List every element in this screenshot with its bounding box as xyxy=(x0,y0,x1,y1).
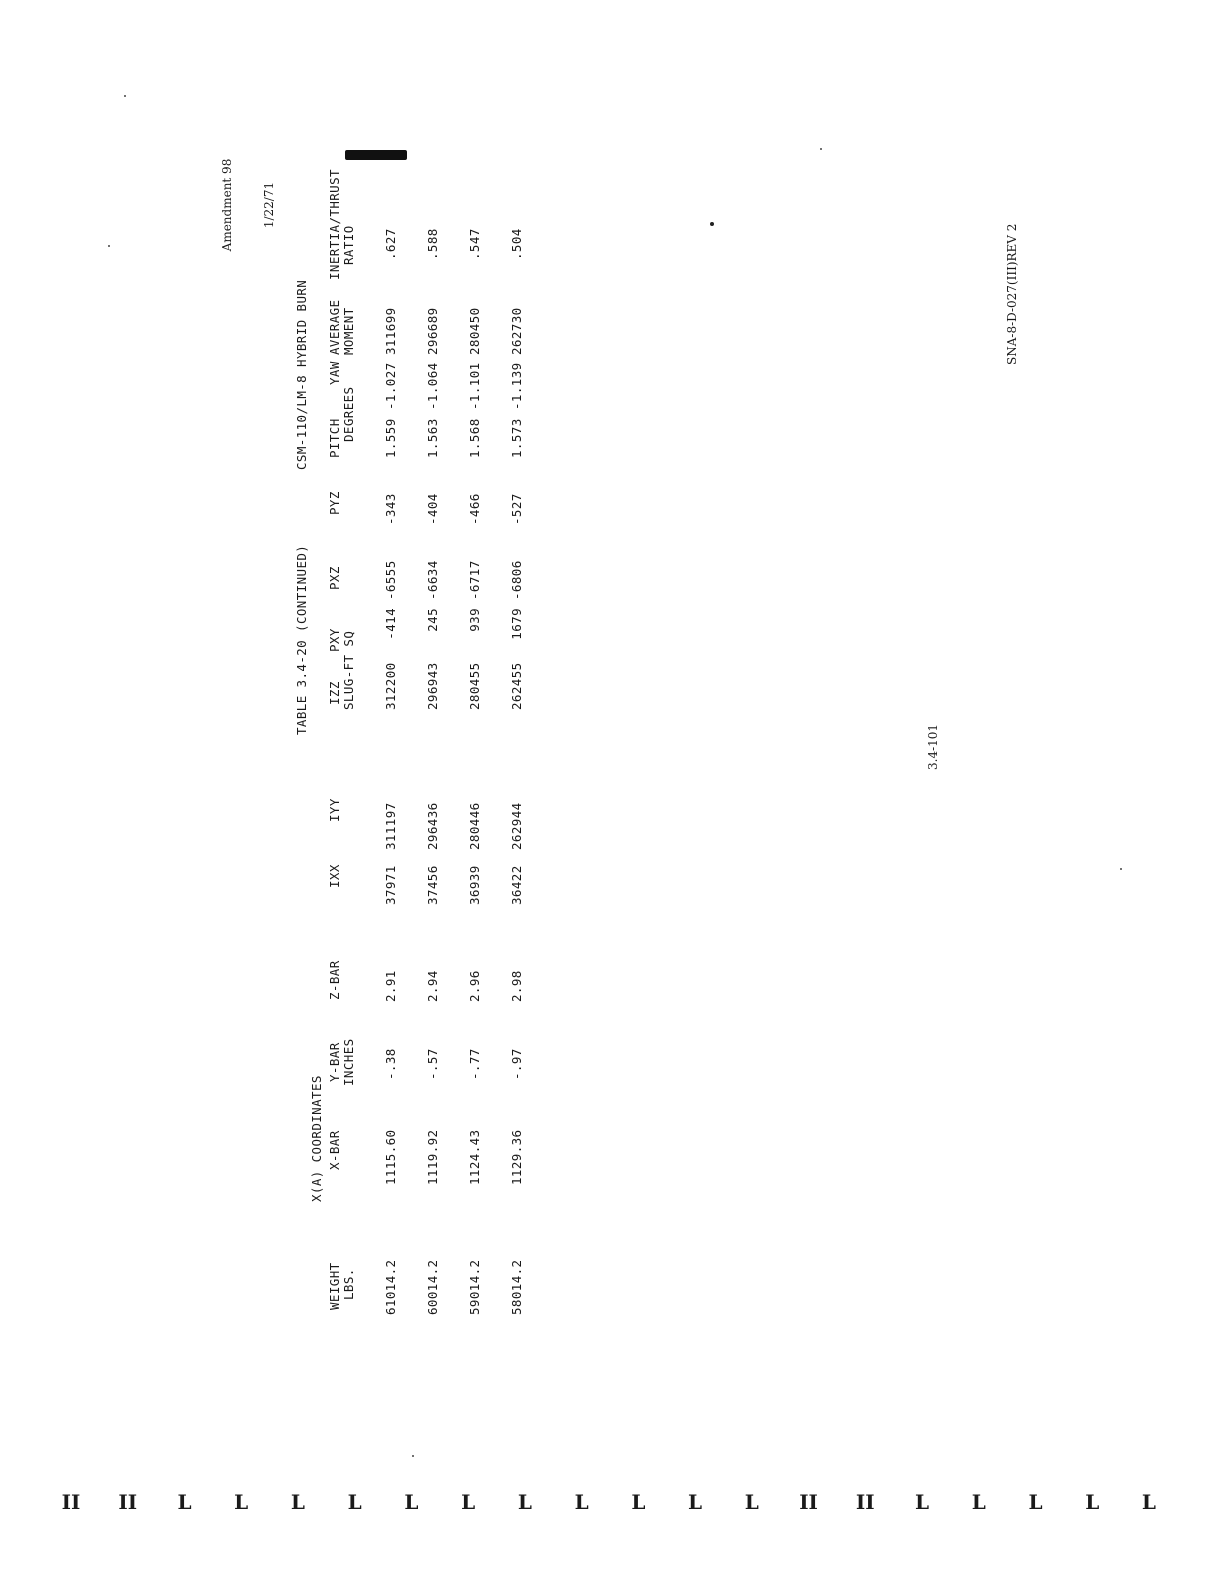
cell-zbar: 2.94 xyxy=(425,970,440,1002)
cell-xbar: 1119.92 xyxy=(425,1129,440,1185)
col-header-ybar: Y-BAR xyxy=(327,1042,342,1082)
col-header-pxz: PXZ xyxy=(327,566,342,590)
scan-speck xyxy=(124,95,126,97)
film-mark: L xyxy=(574,1490,589,1514)
cell-ratio: .504 xyxy=(509,228,524,260)
cell-ybar: -.57 xyxy=(425,1048,440,1080)
cell-weight: 58014.2 xyxy=(509,1259,524,1315)
cell-ixx: 36939 xyxy=(467,865,482,905)
film-mark: L xyxy=(1028,1490,1043,1514)
column-weight xyxy=(356,1260,552,1315)
cell-iyy: 280446 xyxy=(467,802,482,850)
cell-pitch: 1.568 xyxy=(467,418,482,458)
amendment-label: Amendment 98 xyxy=(220,158,234,252)
scan-speck xyxy=(1120,868,1122,870)
film-registration-marks xyxy=(60,1487,1160,1517)
cell-weight: 60014.2 xyxy=(425,1259,440,1315)
column-pyz xyxy=(356,477,552,525)
amendment-date: 1/22/71 xyxy=(262,181,276,229)
cell-pyz: -527 xyxy=(509,493,524,525)
cell-yaw: -1.101 xyxy=(467,362,482,410)
cell-average-moment: 296689 xyxy=(425,307,440,355)
cell-iyy: 262944 xyxy=(509,802,524,850)
film-mark: L xyxy=(290,1490,305,1514)
film-mark: L xyxy=(971,1490,986,1514)
cell-average-moment: 262730 xyxy=(509,307,524,355)
cell-pxy: 939 xyxy=(467,608,482,632)
film-mark: L xyxy=(461,1490,476,1514)
unit-ybar: INCHES xyxy=(341,1038,356,1086)
cell-yaw: -1.139 xyxy=(509,362,524,410)
unit-moment: MOMENT xyxy=(341,307,356,355)
column-xbar xyxy=(356,1130,552,1185)
film-mark: L xyxy=(177,1490,192,1514)
film-mark: II xyxy=(855,1490,875,1514)
page-number: 3.4-101 xyxy=(926,723,940,770)
cell-yaw: -1.027 xyxy=(383,362,398,410)
scan-speck xyxy=(108,245,110,247)
col-header-yaw: YAW xyxy=(327,361,342,385)
cell-xbar: 1124.43 xyxy=(467,1129,482,1185)
column-pxy xyxy=(356,608,552,648)
cell-iyy: 311197 xyxy=(383,802,398,850)
cell-ybar: -.77 xyxy=(467,1048,482,1080)
column-yaw xyxy=(356,362,552,410)
cell-pxy: 245 xyxy=(425,608,440,632)
cell-iyy: 296436 xyxy=(425,802,440,850)
cell-ybar: -.38 xyxy=(383,1048,398,1080)
unit-izz: SLUG-FT SQ xyxy=(341,630,356,710)
cell-ixx: 36422 xyxy=(509,865,524,905)
table-subtitle: CSM-110/LM-8 HYBRID BURN xyxy=(294,279,309,470)
cell-ratio: .588 xyxy=(425,228,440,260)
cell-zbar: 2.91 xyxy=(383,970,398,1002)
column-iyy xyxy=(356,802,552,850)
cell-izz: 262455 xyxy=(509,662,524,710)
film-mark: L xyxy=(1085,1490,1100,1514)
col-header-pxy: PXY xyxy=(327,628,342,652)
film-mark: II xyxy=(61,1490,81,1514)
film-mark: II xyxy=(799,1490,818,1514)
column-pxz xyxy=(356,552,552,600)
cell-ixx: 37971 xyxy=(383,865,398,905)
table-title: TABLE 3.4-20 (CONTINUED) xyxy=(294,544,309,735)
film-mark: L xyxy=(688,1490,703,1514)
column-ratio xyxy=(356,212,552,260)
col-header-xbar: X-BAR xyxy=(327,1130,342,1170)
cell-pyz: -404 xyxy=(425,493,440,525)
column-average-moment xyxy=(356,307,552,355)
col-header-pyz: PYZ xyxy=(327,491,342,515)
cell-pxz: -6717 xyxy=(467,560,482,600)
cell-average-moment: 311699 xyxy=(383,307,398,355)
amendment-block xyxy=(192,135,304,275)
cell-zbar: 2.98 xyxy=(509,970,524,1002)
cell-pxz: -6634 xyxy=(425,560,440,600)
cell-ratio: .627 xyxy=(383,228,398,260)
film-mark: II xyxy=(118,1490,138,1514)
column-zbar xyxy=(356,954,552,1002)
col-header-pitch: PITCH xyxy=(327,418,342,458)
cell-izz: 280455 xyxy=(467,662,482,710)
cell-pxz: -6555 xyxy=(383,560,398,600)
cell-izz: 312200 xyxy=(383,662,398,710)
cell-pxy: 1679 xyxy=(509,608,524,640)
film-mark: L xyxy=(404,1490,419,1514)
coordinates-group-header: X(A) COORDINATES xyxy=(309,1075,324,1202)
col-header-iyy: IYY xyxy=(327,798,342,822)
scan-speck xyxy=(710,222,714,226)
cell-xbar: 1129.36 xyxy=(509,1129,524,1185)
cell-xbar: 1115.60 xyxy=(383,1129,398,1185)
cell-ybar: -.97 xyxy=(509,1048,524,1080)
col-header-inertia-thrust: INERTIA/THRUST xyxy=(327,169,342,280)
cell-izz: 296943 xyxy=(425,662,440,710)
rotated-table-frame xyxy=(200,20,1020,1320)
film-mark: L xyxy=(631,1490,646,1514)
document-number: SNA-8-D-027(III)REV 2 xyxy=(1005,223,1019,365)
film-mark: L xyxy=(517,1490,532,1514)
cell-pxy: -414 xyxy=(383,608,398,640)
film-mark: L xyxy=(347,1490,362,1514)
cell-yaw: -1.064 xyxy=(425,362,440,410)
film-mark: L xyxy=(744,1490,759,1514)
col-header-izz: IZZ xyxy=(327,681,342,705)
cell-pxz: -6806 xyxy=(509,560,524,600)
column-izz xyxy=(356,662,552,710)
unit-ratio: RATIO xyxy=(341,225,356,265)
unit-pitch-yaw: DEGREES xyxy=(341,386,356,442)
cell-weight: 61014.2 xyxy=(383,1259,398,1315)
cell-pyz: -343 xyxy=(383,493,398,525)
col-header-ixx: IXX xyxy=(327,864,342,888)
cell-pitch: 1.563 xyxy=(425,418,440,458)
cell-zbar: 2.96 xyxy=(467,970,482,1002)
scan-speck xyxy=(412,1455,414,1457)
cell-ixx: 37456 xyxy=(425,865,440,905)
col-header-weight: WEIGHT xyxy=(327,1262,342,1310)
redaction-mark xyxy=(345,150,407,160)
film-mark: L xyxy=(914,1490,930,1514)
col-header-average: AVERAGE xyxy=(327,299,342,355)
column-pitch xyxy=(356,410,552,458)
cell-pyz: -466 xyxy=(467,493,482,525)
film-mark: L xyxy=(1141,1490,1156,1514)
cell-ratio: .547 xyxy=(467,228,482,260)
column-ybar xyxy=(356,1032,552,1080)
cell-weight: 59014.2 xyxy=(467,1259,482,1315)
col-header-zbar: Z-BAR xyxy=(327,960,342,1000)
cell-pitch: 1.559 xyxy=(383,418,398,458)
film-mark: L xyxy=(234,1490,249,1514)
column-ixx xyxy=(356,857,552,905)
scan-speck xyxy=(820,148,822,150)
cell-average-moment: 280450 xyxy=(467,307,482,355)
unit-weight: LBS. xyxy=(341,1268,356,1300)
cell-pitch: 1.573 xyxy=(509,418,524,458)
